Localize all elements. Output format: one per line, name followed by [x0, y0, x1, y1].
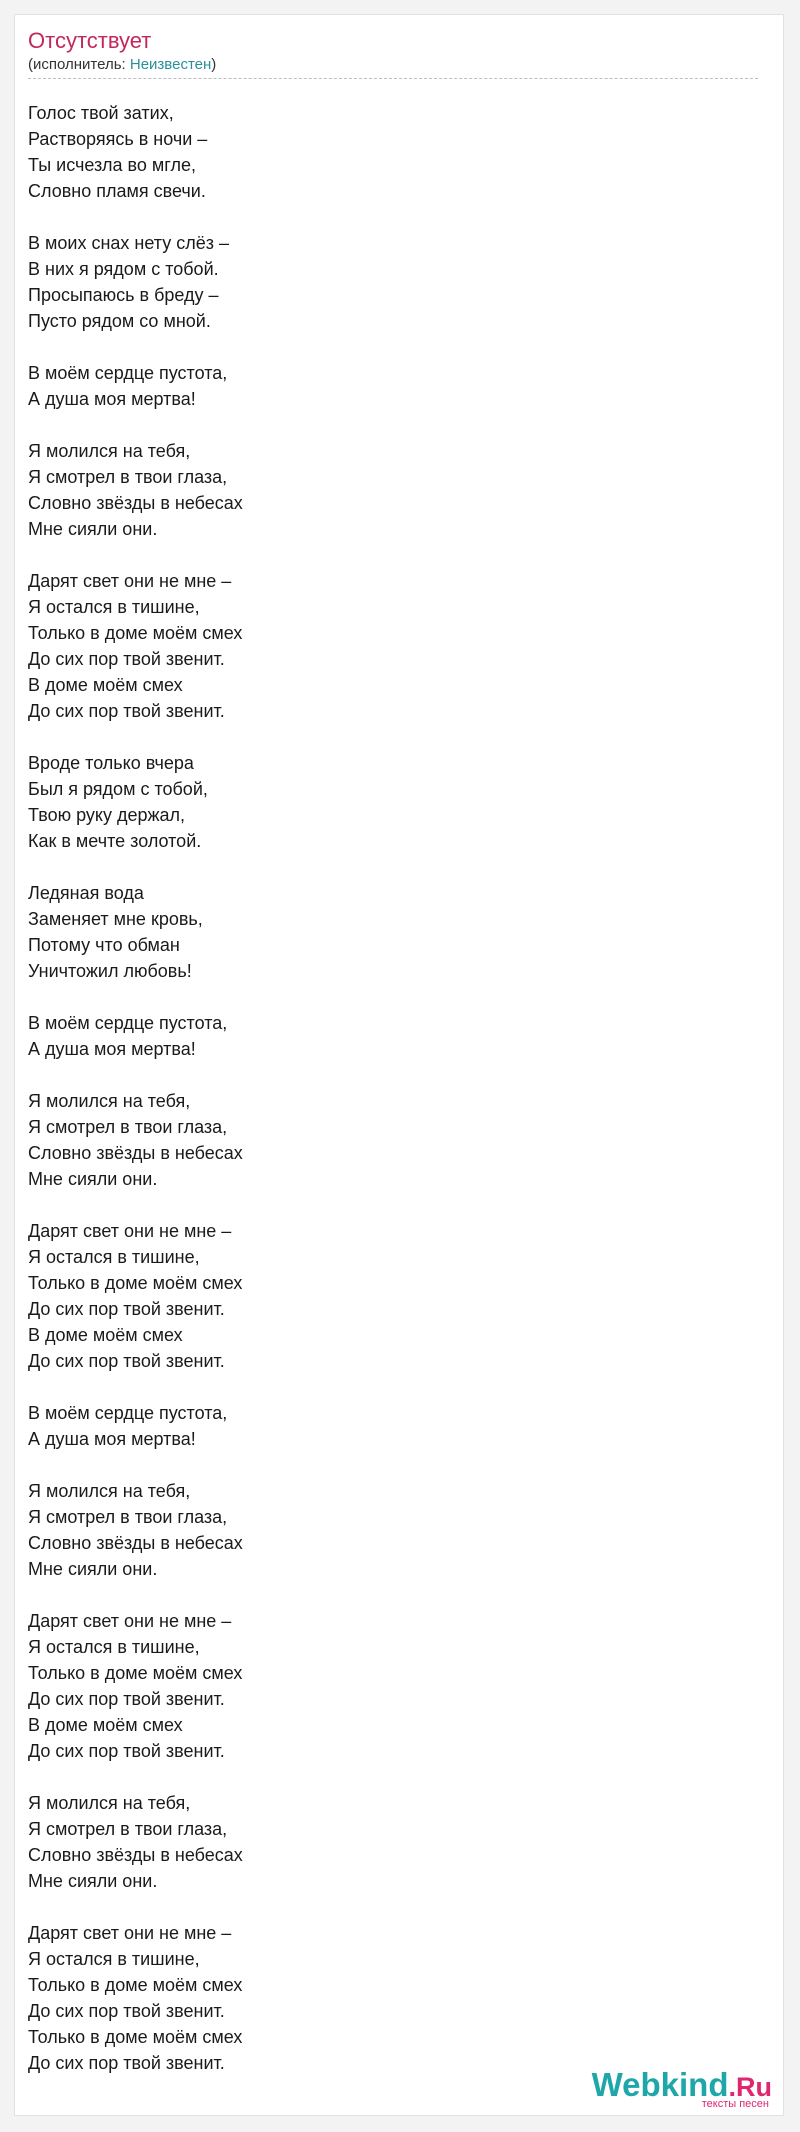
lyrics-line: До сих пор твой звенит. [28, 1299, 225, 1319]
lyrics-line: Ты исчезла во мгле, [28, 155, 196, 175]
lyrics-line: Мне сияли они. [28, 1871, 158, 1891]
lyrics-line: Дарят свет они не мне – [28, 1611, 232, 1631]
lyrics-stanza [28, 100, 728, 204]
lyrics-line: Я остался в тишине, [28, 1637, 200, 1657]
lyrics-line: В доме моём смех [28, 1715, 183, 1735]
lyrics-line: Голос твой затих, [28, 103, 174, 123]
lyrics-line: Я остался в тишине, [28, 597, 200, 617]
lyrics-line: Я молился на тебя, [28, 1793, 191, 1813]
lyrics-line: Я молился на тебя, [28, 441, 191, 461]
lyrics-line: Мне сияли они. [28, 519, 158, 539]
artist-byline [28, 56, 216, 74]
lyrics-line: Только в доме моём смех [28, 623, 243, 643]
lyrics-stanza [28, 1218, 728, 1374]
title-divider [28, 78, 758, 79]
lyrics-line: Только в доме моём смех [28, 1273, 243, 1293]
lyrics-stanza [28, 1608, 728, 1764]
lyrics-line: Ледяная вода [28, 883, 144, 903]
lyrics-line: Я смотрел в твои глаза, [28, 1819, 228, 1839]
lyrics-line: В доме моём смех [28, 1325, 183, 1345]
lyrics-line: В моём сердце пустота, [28, 1013, 228, 1033]
lyrics-line: До сих пор твой звенит. [28, 2053, 225, 2073]
logo-wordmark [532, 2068, 772, 2101]
lyrics-line: Только в доме моём смех [28, 1975, 243, 1995]
lyrics-line: А душа моя мертва! [28, 1039, 196, 1059]
lyrics-stanza [28, 360, 728, 412]
lyrics-line: Пусто рядом со мной. [28, 311, 211, 331]
lyrics-line: Твою руку держал, [28, 805, 186, 825]
lyrics-line: Словно звёзды в небесах [28, 1533, 243, 1553]
lyrics-stanza [28, 1010, 728, 1062]
lyrics-line: Был я рядом с тобой, [28, 779, 208, 799]
logo-tld: .Ru [728, 2072, 772, 2102]
lyrics-stanza [28, 568, 728, 724]
lyrics-line: А душа моя мертва! [28, 1429, 196, 1449]
lyrics-line: В моём сердце пустота, [28, 363, 228, 383]
site-logo[interactable] [532, 2068, 772, 2112]
song-title: Отсутствует [28, 28, 152, 53]
lyrics-line: Дарят свет они не мне – [28, 1923, 232, 1943]
lyrics-line: Как в мечте золотой. [28, 831, 202, 851]
lyrics-line: Я молился на тебя, [28, 1481, 191, 1501]
lyrics-line: До сих пор твой звенит. [28, 1351, 225, 1371]
byline-prefix: (исполнитель: [28, 56, 130, 73]
lyrics-stanza [28, 1790, 728, 1894]
lyrics-line: Вроде только вчера [28, 753, 194, 773]
lyrics-line: Я смотрел в твои глаза, [28, 467, 228, 487]
lyrics-line: Я смотрел в твои глаза, [28, 1507, 228, 1527]
lyrics-stanza [28, 1478, 728, 1582]
lyrics-line: Словно звёзды в небесах [28, 1845, 243, 1865]
lyrics-line: В них я рядом с тобой. [28, 259, 219, 279]
lyrics-stanza [28, 880, 728, 984]
lyrics-line: В доме моём смех [28, 675, 183, 695]
lyrics-stanza [28, 1920, 728, 2076]
lyrics-line: Я остался в тишине, [28, 1949, 200, 1969]
lyrics-line: Я молился на тебя, [28, 1091, 191, 1111]
lyrics-line: Словно звёзды в небесах [28, 1143, 243, 1163]
lyrics-stanza [28, 750, 728, 854]
lyrics-line: Уничтожил любовь! [28, 961, 192, 981]
byline-suffix: ) [211, 56, 217, 73]
lyrics-line: Словно пламя свечи. [28, 181, 206, 201]
lyrics-line: Мне сияли они. [28, 1169, 158, 1189]
lyrics-line: До сих пор твой звенит. [28, 701, 225, 721]
lyrics-line: Дарят свет они не мне – [28, 571, 232, 591]
lyrics-stanza [28, 1400, 728, 1452]
lyrics-line: До сих пор твой звенит. [28, 2001, 225, 2021]
lyrics-line: Только в доме моём смех [28, 1663, 243, 1683]
lyrics-stanza [28, 1088, 728, 1192]
lyrics-line: Только в доме моём смех [28, 2027, 243, 2047]
lyrics-line: Дарят свет они не мне – [28, 1221, 232, 1241]
lyrics-line: В моих снах нету слёз – [28, 233, 229, 253]
lyrics-line: В моём сердце пустота, [28, 1403, 228, 1423]
logo-name: Webkind [591, 2066, 729, 2103]
lyrics-body [28, 100, 728, 2102]
lyrics-line: А душа моя мертва! [28, 389, 196, 409]
lyrics-line: Я смотрел в твои глаза, [28, 1117, 228, 1137]
lyrics-line: Потому что обман [28, 935, 180, 955]
lyrics-line: Заменяет мне кровь, [28, 909, 203, 929]
lyrics-line: Словно звёзды в небесах [28, 493, 243, 513]
lyrics-stanza [28, 230, 728, 334]
lyrics-stanza [28, 438, 728, 542]
lyrics-line: Растворяясь в ночи – [28, 129, 208, 149]
artist-link[interactable]: Неизвестен [129, 56, 212, 73]
logo-tagline: тексты песен [701, 2098, 769, 2110]
lyrics-line: До сих пор твой звенит. [28, 1741, 225, 1761]
lyrics-line: Просыпаюсь в бреду – [28, 285, 219, 305]
lyrics-line: Я остался в тишине, [28, 1247, 200, 1267]
lyrics-line: До сих пор твой звенит. [28, 649, 225, 669]
lyrics-line: До сих пор твой звенит. [28, 1689, 225, 1709]
lyrics-line: Мне сияли они. [28, 1559, 158, 1579]
